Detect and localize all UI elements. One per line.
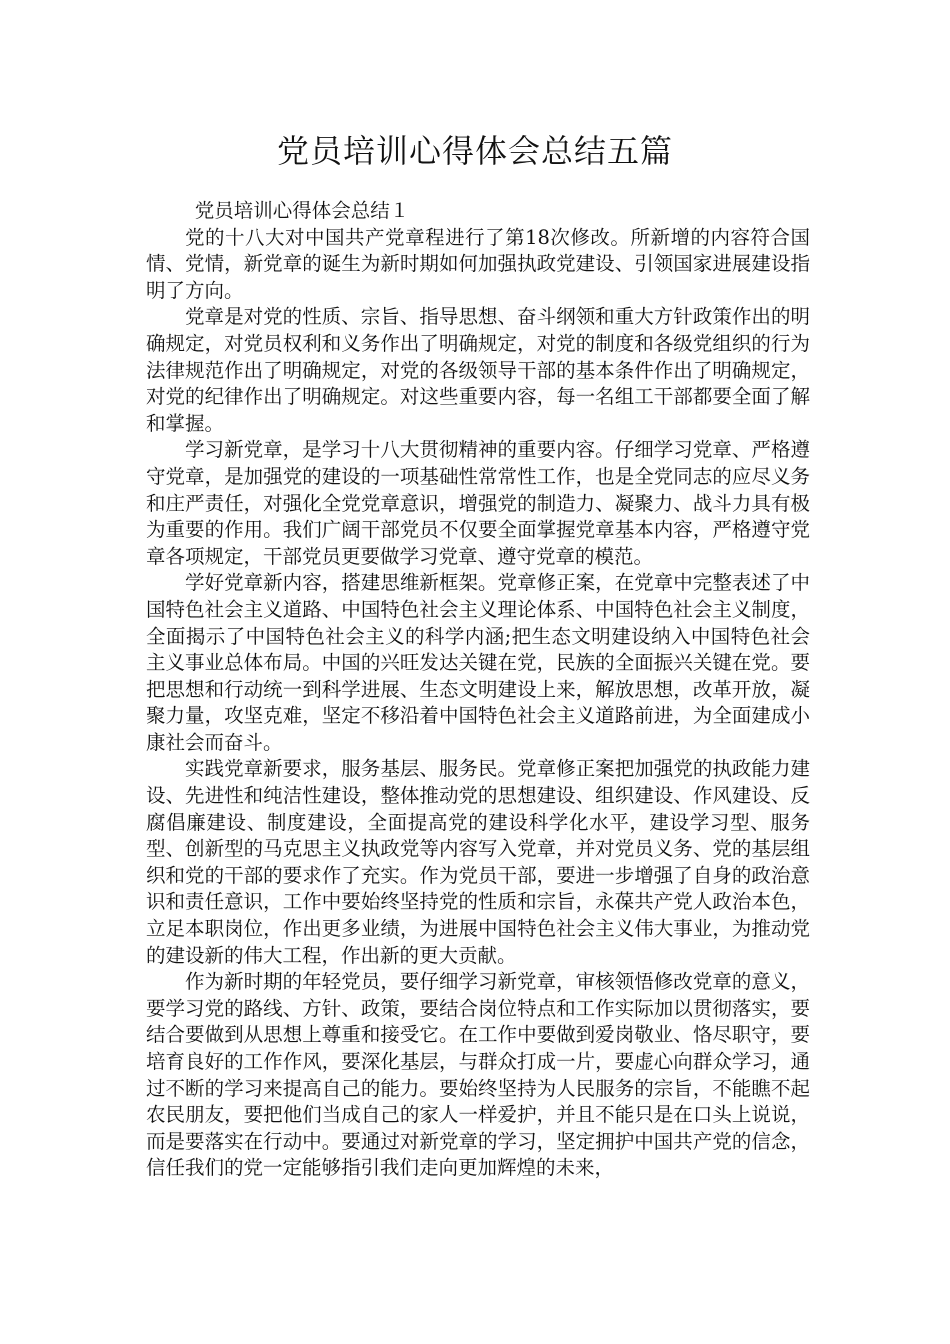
paragraph: 学好党章新内容，搭建思维新框架。党章修正案，在党章中完整表述了中国特色社会主义道路、中国特色社会主义理论体系、中国特色社会主义制度，全面揭示了中国特色社会主义的科学内涵;把生态文明建设纳入中国特色社会主义事业总体布局。中国的兴旺发达关键在党，民族的全面振兴关键在党。要把思想和行动统一到科学进展、生态文明建设上来，解放思想，改革开放，凝聚力量，攻坚克难，坚定不移沿着中国特色社会主义道路前进，为全面建成小康社会而奋斗。 [146,571,810,754]
section-heading: 党员培训心得体会总结１ [194,199,410,222]
document-body [146,198,810,1182]
paragraph: 党的十八大对中国共产党章程进行了第18次修改。所新增的内容符合国情、党情，新党章的诞生为新时期如何加强执政党建设、引领国家进展建设指明了方向。 [146,225,810,302]
document-title: 党员培训心得体会总结五篇 [276,132,673,170]
paragraph: 作为新时期的年轻党员，要仔细学习新党章，审核领悟修改党章的意义，要学习党的路线、方针、政策，要结合岗位特点和工作实际加以贯彻落实，要结合要做到从思想上尊重和接受它。在工作中要做到爱岗敬业、恪尽职守，要培育良好的工作作风，要深化基层，与群众打成一片，要虚心向群众学习，通过不断的学习来提高自己的能力。要始终坚持为人民服务的宗旨，不能瞧不起农民朋友，要把他们当成自己的家人一样爱护，并且不能只是在口头上说说，而是要落实在行动中。要通过对新党章的学习，坚定拥护中国共产党的信念，信任我们的党一定能够指引我们走向更加辉煌的未来， [146,970,810,1180]
paragraph: 学习新党章，是学习十八大贯彻精神的重要内容。仔细学习党章、严格遵守党章，是加强党的建设的一项基础性常常性工作，也是全党同志的应尽义务和庄严责任，对强化全党党章意识，增强党的制造力、凝聚力、战斗力具有极为重要的作用。我们广阔干部党员不仅要全面掌握党章基本内容，严格遵守党章各项规定，干部党员更要做学习党章、遵守党章的模范。 [146,438,810,568]
paragraph: 实践党章新要求，服务基层、服务民。党章修正案把加强党的执政能力建设、先进性和纯洁性建设，整体推动党的思想建设、组织建设、作风建设、反腐倡廉建设、制度建设，全面提高党的建设科学化水平，建设学习型、服务型、创新型的马克思主义执政党等内容写入党章，并对党员义务、党的基层组织和党的干部的要求作了充实。作为党员干部，要进一步增强了自身的政治意识和责任意识，工作中要始终坚持党的性质和宗旨，永葆共产党人政治本色，立足本职岗位，作出更多业绩，为进展中国特色社会主义伟大事业，为推动党的建设新的伟大工程，作出新的更大贡献。 [146,757,810,967]
paragraph: 党章是对党的性质、宗旨、指导思想、奋斗纲领和重大方针政策作出的明确规定，对党员权利和义务作出了明确规定，对党的制度和各级党组织的行为法律规范作出了明确规定，对党的各级领导干部的基本条件作出了明确规定，对党的纪律作出了明确规定。对这些重要内容，每一名组工干部都要全面了解和掌握。 [146,305,810,435]
